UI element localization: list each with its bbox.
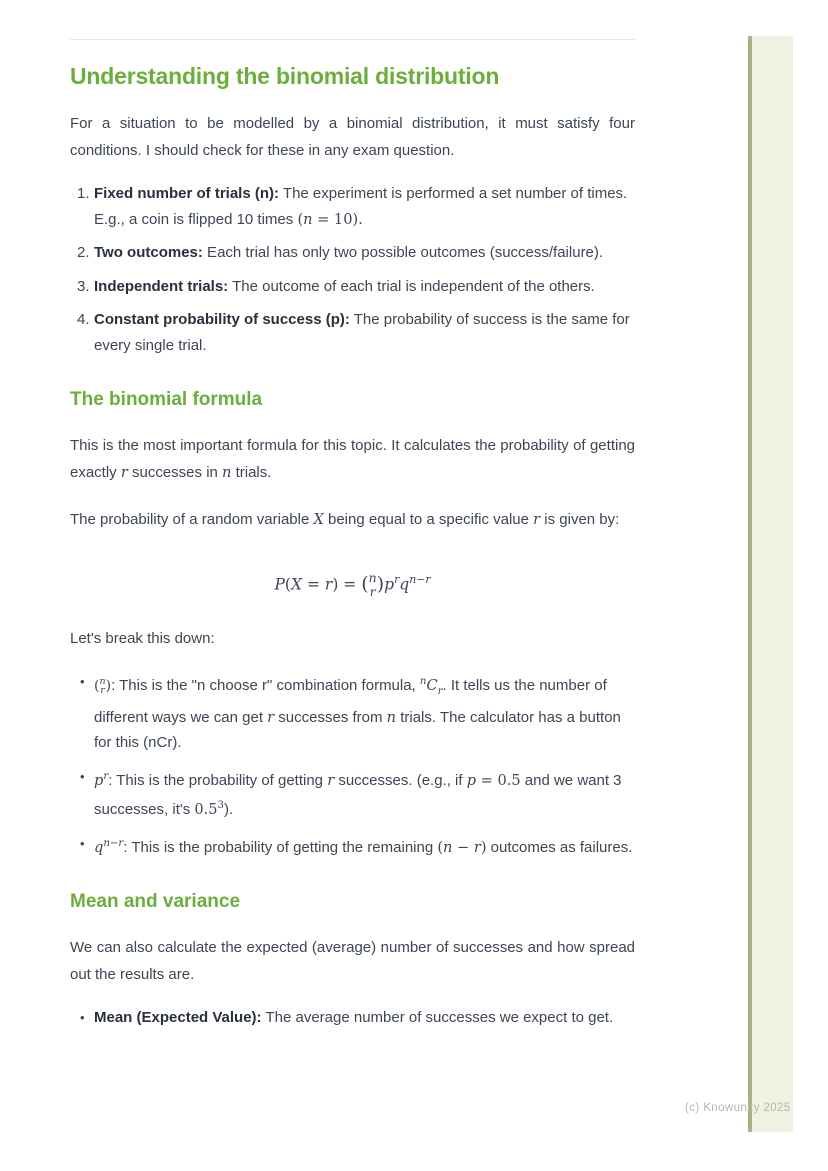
breakdown-intro: Let's break this down: [70,630,215,648]
math-minus: − [452,838,474,856]
condition-text: Independent trials: The outcome of each trial is independent of the others. [94,277,595,295]
math-var-r: r [533,511,541,528]
math-paren: ( [284,575,291,594]
math-value: 0.5 [194,801,218,819]
math-paren: ) [480,838,487,856]
math-equals: = [302,575,325,594]
breakdown-item-p: • $p^r$: This is the probability of getting r successes. (e.g., if p = 0.5 and we want 3 successes, it's $0.5^3$). [70,764,635,823]
math-var-r: r [267,708,275,726]
math-var-q: q [399,575,410,594]
watermark: (c) Knowunity 2025 [685,1102,791,1114]
breakdown-list [70,669,635,860]
breakdown-item-q: • $q^{n-r}$: This is the probability of getting the remaining (n − r) outcomes as failures. [70,831,635,861]
binomial-coefficient: ( n r ) [361,570,385,599]
condition-item-2 [70,240,635,266]
math-var-X: X [313,511,324,528]
binom-n: n [368,570,377,586]
bullet-marker: • [80,768,85,784]
math-var-n: n [443,838,453,856]
math-var-p: p [384,575,395,594]
intro-paragraph: For a situation to be modelled by a binomial distribution, it must satisfy four conditions. I should check for these in any exam question. [70,115,635,159]
math-exp-n-minus-r: n−r [103,837,124,849]
math-var-r: r [473,838,481,856]
math-value: = 10). [312,210,363,228]
document-content [70,0,635,1039]
binomial-formula [70,559,635,605]
ncr-sup-n: n [419,676,427,688]
math-paren: ) = [332,575,362,594]
main-heading: Understanding the binomial distribution [70,63,500,89]
condition-term: Independent trials: [94,277,229,295]
bullet-marker: • [80,1010,85,1026]
list-number: 4. [77,311,90,328]
math-exp-r: r [394,573,400,586]
section-heading-mean: Mean and variance [70,891,241,913]
condition-term: Two outcomes: [94,244,203,261]
ncr-sub-r: r [437,686,443,698]
math-value: = 0.5 [476,771,521,789]
bullet-marker: • [80,835,85,851]
math-exp-n-minus-r: n−r [409,573,431,586]
breakdown-item-ncr: • ( n r ) : This is the "n choose r" combination formula, $^nC_r$. It tells us the number of different ways we can get r successes from n trials. The calculator has a button for this (nCr). [70,669,635,756]
mean-term: Mean (Expected Value): [94,1009,262,1027]
math-var-X: X [290,575,303,594]
ncr-C: C [426,677,438,695]
condition-text: Two outcomes: Each trial has only two possible outcomes (success/failure). [94,244,604,261]
top-divider [70,39,635,40]
mean-item: • Mean (Expected Value): The average number of successes we expect to get. [70,1005,635,1031]
math-var-p: p [466,771,477,789]
math-exp-r: r [103,770,109,782]
condition-item-1 [70,181,635,232]
math-var-q: q [94,838,104,856]
math-var-r: r [120,464,128,481]
condition-text: Fixed number of trials (n): The experiment is performed a set number of times. E.g., a coin is flipped 10 times (n = 10). [94,185,628,228]
math-var-P: P [274,575,285,594]
math-var-r: r [327,771,335,789]
formula-paragraph-1: This is the most important formula for this topic. It calculates the probability of getting exactly r successes in n trials. [70,437,635,481]
math-var-r: r [324,575,333,594]
formula-paragraph-2: The probability of a random variable X being equal to a specific value r is given by: [70,511,620,528]
condition-text: Constant probability of success (p): The probability of success is the same for every single trial. [94,311,630,354]
mean-list [70,1005,635,1031]
binomial-coefficient-inline: ( n r ) [94,675,112,697]
bullet-marker: • [80,674,85,690]
list-number: 1. [77,185,90,202]
list-number: 2. [77,244,90,261]
math-var-p: p [94,771,104,789]
condition-item-3 [70,274,635,300]
conditions-list [70,181,635,358]
condition-term: Constant probability of success (p): [94,311,350,328]
list-number: 3. [77,277,90,295]
math-exp-3: 3 [217,800,225,812]
side-panel-decoration [748,36,793,1132]
condition-item-4 [70,307,635,358]
binom-r: r [369,583,376,599]
math-paren: ( [437,838,444,856]
math-var-n: n [303,210,313,228]
math-var-n: n [222,464,232,481]
math-paren: ( [297,210,304,228]
math-var-n: n [386,708,397,726]
section-heading-formula: The binomial formula [70,389,263,410]
condition-term: Fixed number of trials (n): [94,185,280,202]
mean-paragraph: We can also calculate the expected (average) number of successes and how spread out the results are. [70,939,635,984]
